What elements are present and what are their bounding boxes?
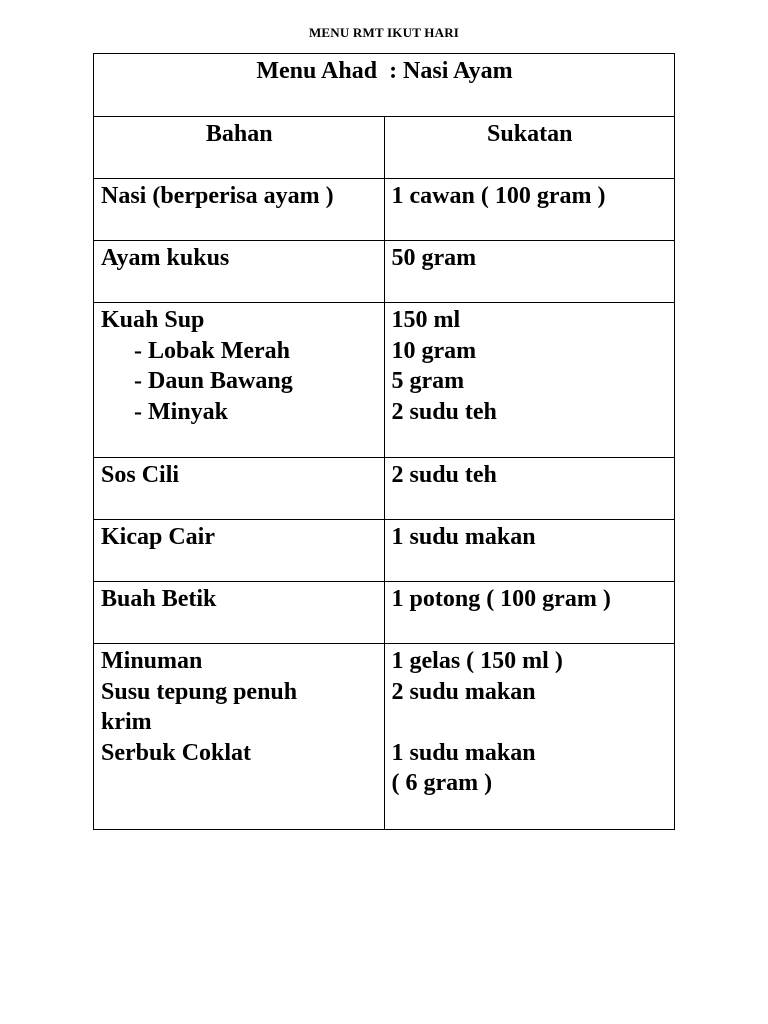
table-row bbox=[94, 582, 675, 644]
measure-cell bbox=[384, 458, 675, 520]
menu-title: Menu Ahad : Nasi Ayam bbox=[256, 58, 513, 84]
measure-value: 1 potong ( 100 gram ) bbox=[391, 586, 611, 612]
ingredient-cell bbox=[94, 644, 385, 830]
ingredient-name: Kuah Sup bbox=[101, 307, 205, 333]
spacer-line bbox=[392, 707, 669, 738]
sub-measure-value: 10 gram bbox=[391, 337, 477, 364]
measure-cell bbox=[384, 520, 675, 582]
header-cell-measure bbox=[384, 117, 675, 179]
sub-measure-value-continued: ( 6 gram ) bbox=[391, 770, 493, 796]
measure-value: 1 sudu makan bbox=[391, 524, 536, 550]
sub-ingredient-name: - Lobak Merah bbox=[134, 337, 290, 364]
measure-cell bbox=[384, 241, 675, 303]
header-cell-ingredient bbox=[94, 117, 385, 179]
measure-cell bbox=[384, 582, 675, 644]
sub-ingredient-name: Serbuk Coklat bbox=[101, 739, 252, 766]
measure-value: 50 gram bbox=[391, 245, 477, 271]
sub-measure-value: 5 gram bbox=[391, 368, 465, 394]
measure-value: 1 cawan ( 100 gram ) bbox=[391, 183, 606, 209]
measure-value: 2 sudu teh bbox=[391, 462, 497, 488]
sub-ingredient-name: Susu tepung penuh bbox=[101, 678, 298, 705]
table-row bbox=[94, 241, 675, 303]
ingredient-name: Nasi (berperisa ayam ) bbox=[101, 183, 334, 209]
measure-cell bbox=[384, 644, 675, 830]
table-row bbox=[94, 644, 675, 830]
table-header-row bbox=[94, 117, 675, 179]
sub-ingredient-name: - Minyak bbox=[134, 398, 229, 425]
ingredient-cell bbox=[94, 303, 385, 458]
sub-measure-value: 2 sudu makan bbox=[391, 678, 536, 705]
ingredient-cell bbox=[94, 179, 385, 241]
sub-ingredient-name: - Daun Bawang bbox=[134, 368, 293, 394]
column-header-measure: Sukatan bbox=[487, 121, 573, 147]
menu-table bbox=[93, 53, 675, 830]
ingredient-name: Minuman bbox=[101, 648, 203, 674]
table-row bbox=[94, 458, 675, 520]
sub-measure-value: 2 sudu teh bbox=[391, 398, 497, 425]
document-header: MENU RMT IKUT HARI bbox=[308, 25, 460, 40]
measure-cell bbox=[384, 179, 675, 241]
ingredient-name: Buah Betik bbox=[101, 586, 217, 612]
ingredient-cell bbox=[94, 241, 385, 303]
sub-ingredient-name-continued: krim bbox=[101, 709, 152, 735]
ingredient-name: Kicap Cair bbox=[101, 524, 215, 550]
table-row bbox=[94, 179, 675, 241]
ingredient-cell bbox=[94, 520, 385, 582]
ingredient-cell bbox=[94, 458, 385, 520]
measure-cell bbox=[384, 303, 675, 458]
measure-value: 150 ml bbox=[391, 307, 461, 333]
sub-measure-value: 1 sudu makan bbox=[391, 739, 536, 766]
menu-title-cell bbox=[94, 54, 675, 117]
ingredient-name: Ayam kukus bbox=[101, 245, 230, 271]
column-header-ingredient: Bahan bbox=[205, 121, 273, 147]
table-title-row bbox=[94, 54, 675, 117]
table-row bbox=[94, 303, 675, 458]
ingredient-name: Sos Cili bbox=[101, 462, 180, 488]
table-row bbox=[94, 520, 675, 582]
measure-value: 1 gelas ( 150 ml ) bbox=[391, 648, 563, 674]
ingredient-cell bbox=[94, 582, 385, 644]
